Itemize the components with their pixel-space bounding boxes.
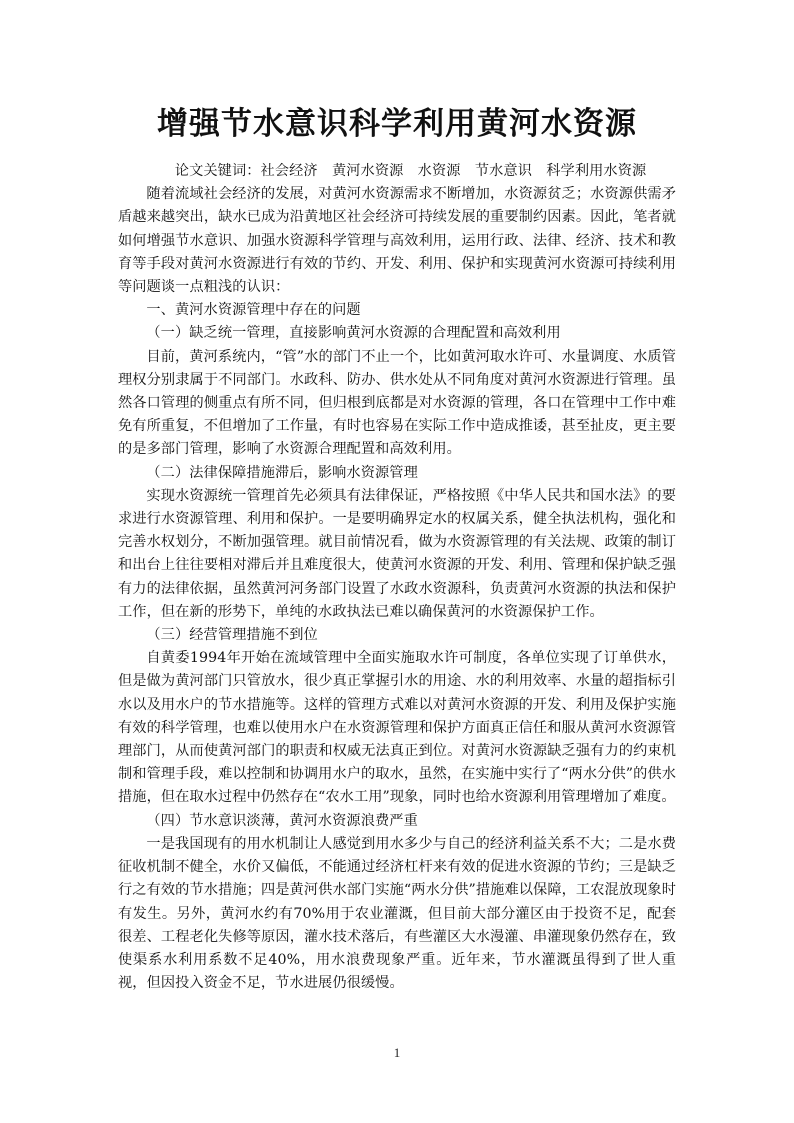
intro-paragraph: 随着流域社会经济的发展，对黄河水资源需求不断增加，水资源贫乏；水资源供需矛盾越来越突出，缺水已成为沿黄地区社会经济可持续发展的重要制约因素。因此，笔者就如何增强节水意识、加强水资源科学管理与高效利用，运用行政、法律、经济、技术和教育等手段对黄河水资源进行有效的节约、开发、利用、保护和实现黄河水资源可持续利用等问题谈一点粗浅的认识： <box>118 186 676 296</box>
subsection-heading-3: （三）经营管理措施不到位 <box>146 627 318 644</box>
subsection-heading-2: （二）法律保障措施滞后，影响水资源管理 <box>146 464 418 481</box>
paragraph-2: 实现水资源统一管理首先必须具有法律保证，严格按照《中华人民共和国水法》的要求进行水资源管理、利用和保护。一是要明确界定水的权属关系，健全执法机构，强化和完善水权划分，不断加强管理。就目前情况看，做为水资源管理的有关法规、政策的制订和出台上往往要相对滞后并且难度很大，使黄河水资源的开发、利用、管理和保护缺乏强有力的法律依据，虽然黄河河务部门设置了水政水资源科，负责黄河水资源的执法和保护工作，但在新的形势下，单纯的水政执法已难以确保黄河的水资源保护工作。 <box>118 487 676 620</box>
paragraph-1: 目前，黄河系统内，“管”水的部门不止一个，比如黄河取水许可、水量调度、水质管理权分别隶属于不同部门。水政科、防办、供水处从不同角度对黄河水资源进行管理。虽然各口管理的侧重点有所不同，但归根到底都是对水资源的管理，各口在管理中工作中难免有所重复，不但增加了工作量，有时也容易在实际工作中造成推诿，甚至扯皮，更主要的是多部门管理，影响了水资源合理配置和高效利用。 <box>118 348 676 458</box>
section-heading: 一、黄河水资源管理中存在的问题 <box>146 302 361 319</box>
keywords-line: 论文关键词：社会经济 黄河水资源 水资源 节水意识 科学利用水资源 <box>174 163 647 179</box>
page-number: 1 <box>393 1045 401 1060</box>
document-title: 增强节水意识科学利用黄河水资源 <box>157 106 637 142</box>
document-body <box>118 160 676 995</box>
paragraph-4: 一是我国现有的用水机制让人感觉到用水多少与自己的经济利益关系不大；二是水费征收机制不健全，水价又偏低，不能通过经济杠杆来有效的促进水资源的节约；三是缺乏行之有效的节水措施；四是黄河供水部门实施“两水分供”措施难以保障，工农混放现象时有发生。另外，黄河水约有70%用于农业灌溉，但目前大部分灌区由于投资不足，配套很差、工程老化失修等原因，灌水技术落后，有些灌区大水漫灌、串灌现象仍然存在，致使渠系水利用系数不足40%，用水浪费现象严重。近年来，节水灌溉虽得到了世人重视，但因投入资金不足，节水进展仍很缓慢。 <box>118 835 676 992</box>
paragraph-3: 自黄委1994年开始在流域管理中全面实施取水许可制度，各单位实现了订单供水，但是做为黄河部门只管放水，很少真正掌握引水的用途、水的利用效率、水量的超指标引水以及用水户的节水措施等。这样的管理方式难以对黄河水资源的开发、利用及保护实施有效的科学管理，也难以使用水户在水资源管理和保护方面真正信任和服从黄河水资源管理部门，从而使黄河部门的职责和权威无法真正到位。对黄河水资源缺乏强有力的约束机制和管理手段，难以控制和协调用水户的取水，虽然，在实施中实行了“两水分供”的供水措施，但在取水过程中仍然存在“农水工用”现象，同时也给水资源利用管理增加了难度。 <box>118 650 676 806</box>
subsection-heading-1: （一）缺乏统一管理，直接影响黄河水资源的合理配置和高效利用 <box>146 325 561 342</box>
subsection-heading-4: （四）节水意识淡薄，黄河水资源浪费严重 <box>146 812 418 829</box>
